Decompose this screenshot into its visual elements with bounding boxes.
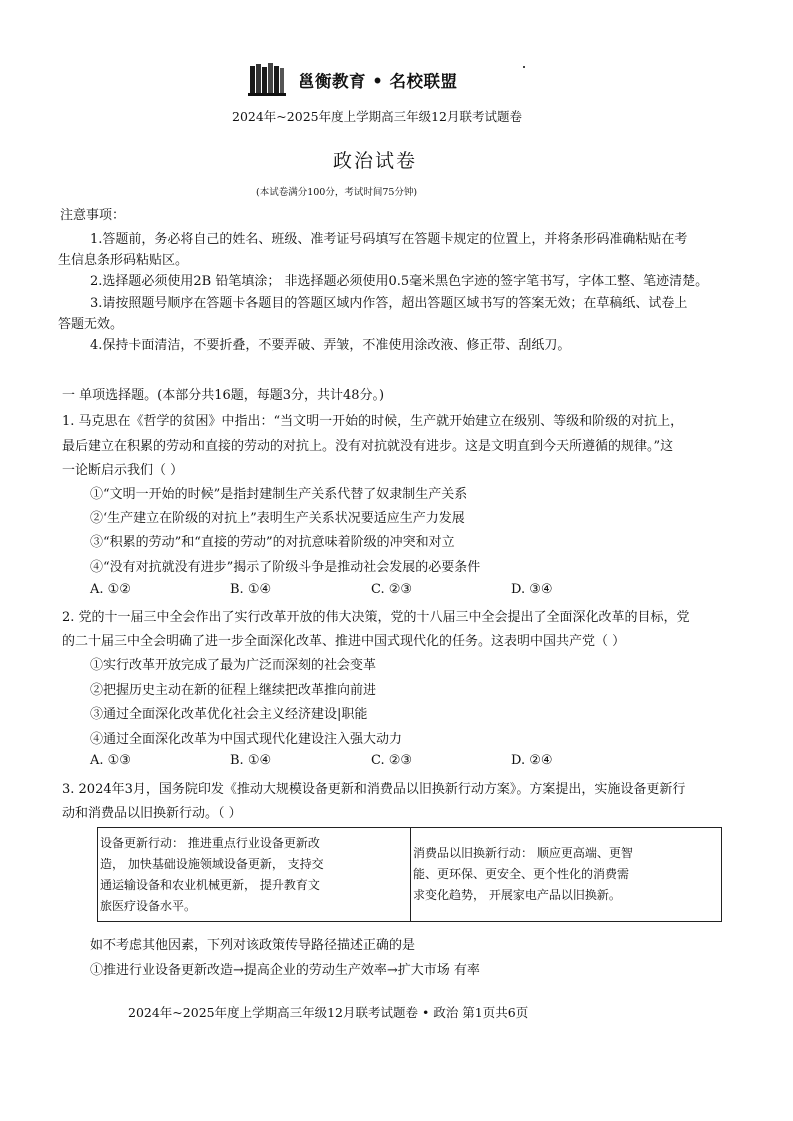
instruction-item: 2.选择题必须使用2B 铅笔填涂； 非选择题必须使用0.5毫米黑色字迹的签字笔书写，字体工整、笔迹清楚。 [90,274,709,289]
table-cell-equipment: 设备更新行动： 推进重点行业设备更新改 造， 加快基础设施领域设备更新， 支持交 通运输设备和农业机械更新， 提升教育文 旅医疗设备水平。 [98,828,411,922]
stray-dot [523,66,525,68]
book-stack-icon [248,62,286,96]
subject-title: 政治试卷 [333,150,418,172]
question-2-text: 的二十届三中全会明确了进一步全面深化改革、推进中国式现代化的任务。这表明中国共产党（ ） [62,634,626,649]
brand-name: 邕衡教育 • 名校联盟 [298,72,458,91]
question-2-statement: ③通过全面深化改革优化社会主义经济建设|职能 [90,707,368,722]
exam-note: (本试卷满分100分，考试时间75分钟) [256,187,418,198]
choice-a: A. ①③ [90,753,131,768]
question-2-text: 2. 党的十一届三中全会作出了实行改革开放的伟大决策，党的十八届三中全会提出了全面深化改革的目标，党 [62,610,690,625]
question-3-text: 动和消费品以旧换新行动。（ ） [62,806,242,821]
question-1-statement: ①“文明一开始的时候”是指封建制生产关系代替了奴隶制生产关系 [90,487,468,502]
question-3-prompt: 如不考虑其他因素，下列对该政策传导路径描述正确的是 [90,938,416,953]
exam-title: 2024年~2025年度上学期高三年级12月联考试题卷 [232,109,523,124]
instruction-item: 3.请按照题号顺序在答题卡各题目的答题区域内作答，超出答题区域书写的答案无效；在草稿纸、试卷上 [90,296,688,311]
instruction-item: 1.答题前，务必将自己的姓名、班级、准考证号码填写在答题卡规定的位置上，并将条形码准确粘贴在考 [90,232,688,247]
instruction-item: 4.保持卡面清洁，不要折叠，不要弄破、弄皱，不准使用涂改液、修正带、刮纸刀。 [90,338,571,353]
instructions-heading: 注意事项： [60,208,126,223]
page-footer: 2024年~2025年度上学期高三年级12月联考试题卷 • 政治 第1页共6页 [128,1005,529,1020]
table-cell-consumer-goods: 消费品以旧换新行动： 顺应更高端、更智 能、更环保、更安全、更个性化的消费需 求变化趋势， 开展家电产品以旧换新。 [411,828,722,922]
question-1-statement: ③“积累的劳动”和“直接的劳动”的对抗意味着阶级的冲突和对立 [90,535,455,550]
policy-table [97,827,722,922]
choice-c: C. ②③ [371,753,413,768]
instruction-item: 生信息条形码粘贴区。 [58,253,189,268]
question-2-statement: ②把握历史主动在新的征程上继续把改革推向前进 [90,683,377,698]
choice-b: B. ①④ [230,753,272,768]
question-3-text: 3. 2024年3月，国务院印发《推动大规模设备更新和消费品以旧换新行动方案》。方案提出，实施设备更新行 [62,782,686,797]
choice-c: C. ②③ [371,582,413,597]
question-2-statement: ①实行改革开放完成了最为广泛而深刻的社会变革 [90,658,377,673]
question-1-text: 一论断启示我们（ ） [62,463,184,478]
choice-d: D. ②④ [511,753,553,768]
question-2-statement: ④通过全面深化改革为中国式现代化建设注入强大动力 [90,732,403,747]
brand-logo [248,62,286,96]
section-heading: 一 单项选择题。(本部分共16题，每题3分，共计48分。) [62,388,385,403]
question-3-statement: ①推进行业设备更新改造→提高企业的劳动生产效率→扩大市场 有率 [90,963,480,978]
question-1-text: 1. 马克思在《哲学的贫困》中指出：“当文明一开始的时候，生产就开始建立在级别、等级和阶级的对抗上， [62,414,684,429]
choice-b: B. ①④ [230,582,272,597]
choice-d: D. ③④ [511,582,553,597]
question-1-text: 最后建立在积累的劳动和直接的劳动的对抗上。没有对抗就没有进步。这是文明直到今天所遵循的规律。”这 [62,439,674,454]
choice-a: A. ①② [90,582,131,597]
question-1-statement: ②‘生产建立在阶级的对抗上”表明生产关系状况要适应生产力发展 [90,511,465,526]
instruction-item: 答题无效。 [58,317,124,332]
question-1-statement: ④“没有对抗就没有进步”揭示了阶级斗争是推动社会发展的必要条件 [90,560,481,575]
